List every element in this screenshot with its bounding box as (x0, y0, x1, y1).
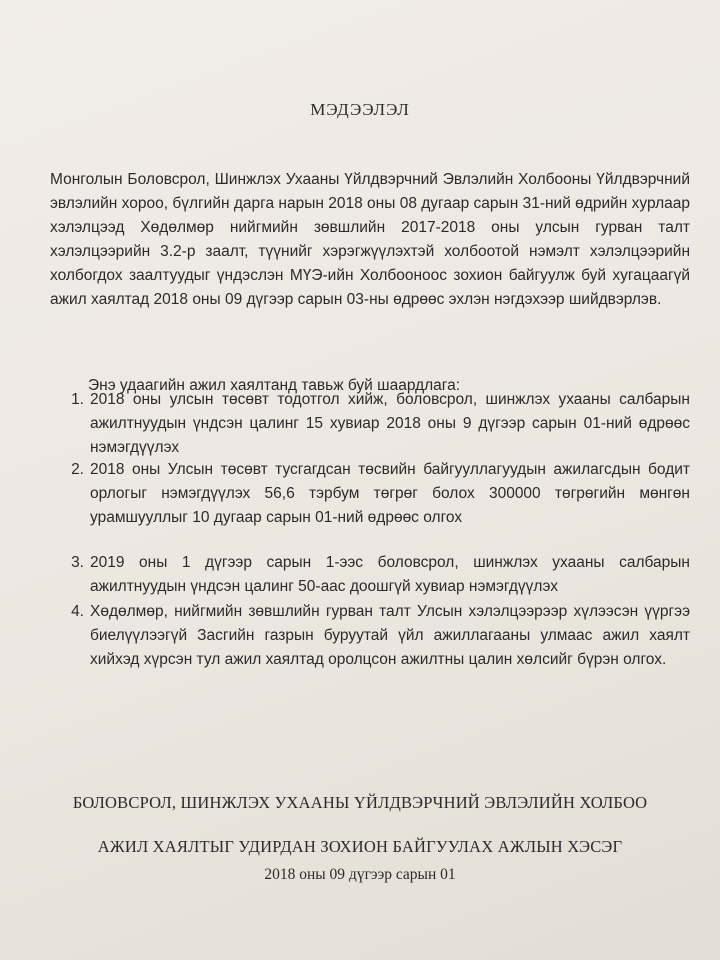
working-group-name: АЖИЛ ХАЯЛТЫГ УДИРДАН ЗОХИОН БАЙГУУЛАХ АЖЛЫН ХЭСЭГ (97, 837, 623, 856)
requirement-item (50, 458, 690, 530)
document-title: МЭДЭЭЛЭЛ (310, 100, 410, 119)
intro-paragraph: Монголын Боловсрол, Шинжлэх Ухааны Үйлдвэрчний Эвлэлийн Холбооны Үйлдвэрчний эвлэлийн хороо, бүлгийн дарга нарын 2018 оны 08 дугаар сарын 31-ний өдрийн хурлаар хэлэлцээд Хөдөлмөр нийгмийн зөвшлийн 2017-2018 оны улсын гурван талт хэлэлцээрийн 3.2-р заалт, түүнийг хэрэгжүүлэхтэй холбоотой нэмэлт хэлэлцээрийн холбогдох заалтуудыг үндэслэн МҮЭ-ийн Холбооноос зохион байгуулж буй хугацаагүй ажил хаялтад 2018 оны 09 дүгээр сарын 03-ны өдрөөс эхлэн нэгдэхээр шийдвэрлэв. (50, 171, 690, 308)
requirement-text: Хөдөлмөр, нийгмийн зөвшлийн гурван талт Улсын хэлэлцээрээр хүлээсэн үүргээ биелүүлээгүй Засгийн газрын буруутай үйл ажиллагааны улмаас ажил хаялт хийхэд хүрсэн тул ажил хаялтад оролцсон ажилтны цалин хөлсийг бүрэн олгох. (90, 603, 690, 668)
requirement-text: 2018 оны улсын төсөвт тодотгол хийж, боловсрол, шинжлэх ухааны салбарын ажилтнуудын үндсэн цалинг 15 хувиар 2018 оны 9 дүгээр сарын 01-ний өдрөөс нэмэгдүүлэх (90, 391, 690, 456)
requirement-text: 2018 оны Улсын төсөвт тусгагдсан төсвийн байгууллагуудын ажилагсдын бодит орлогыг нэмэгдүүлэх 56,6 тэрбум төгрөг болох 300000 төгрөгийн мөнгөн урамшууллыг 10 дугаар сарын 01-ний өдрөөс олгох (90, 461, 690, 526)
requirement-number: 1. (71, 391, 84, 408)
requirements-heading: Энэ удаагийн ажил хаялтанд тавьж буй шаардлага: (88, 377, 461, 394)
requirement-number: 2. (71, 461, 84, 478)
requirement-item (50, 600, 690, 672)
organization-name: БОЛОВСРОЛ, ШИНЖЛЭХ УХААНЫ ҮЙЛДВЭРЧНИЙ ЭВЛЭЛИЙН ХОЛБОО (72, 793, 648, 812)
requirement-item (50, 551, 690, 599)
requirement-item (50, 388, 690, 460)
document-date: 2018 оны 09 дүгээр сарын 01 (264, 866, 456, 883)
requirement-text: 2019 оны 1 дүгээр сарын 1-ээс боловсрол, шинжлэх ухааны салбарын ажилтнуудын үндсэн цалинг 50-аас доошгүй хувиар нэмэгдүүлэх (90, 554, 690, 595)
requirement-number: 3. (71, 554, 84, 571)
requirement-number: 4. (71, 603, 84, 620)
